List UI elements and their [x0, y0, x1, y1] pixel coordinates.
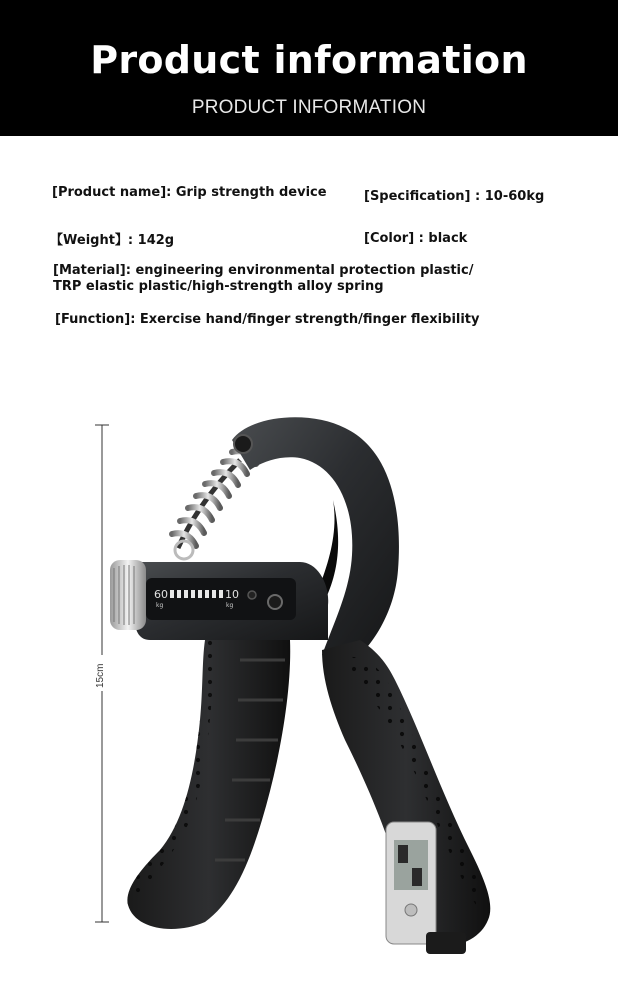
spec-product-name: [Product name]: Grip strength device — [52, 185, 327, 200]
spec-weight: 【Weight】: 142g — [50, 233, 175, 248]
header-banner — [0, 0, 618, 136]
product-image — [0, 390, 618, 1000]
scale-max-label: 60 — [154, 588, 168, 601]
dimension-indicator — [94, 425, 110, 922]
spec-material-line1: [Material]: engineering environmental protection plastic/ — [53, 263, 474, 278]
spec-material-line2: TRP elastic plastic/high-strength alloy spring — [53, 279, 384, 294]
page-subtitle: PRODUCT INFORMATION — [191, 97, 427, 118]
scale-unit-right: kg — [226, 602, 234, 609]
adjustment-knob — [110, 560, 146, 630]
spec-function: [Function]: Exercise hand/finger strength/finger flexibility — [55, 312, 480, 327]
pivot-screw — [268, 595, 282, 609]
scale-min-label: 10 — [225, 588, 239, 601]
page-title: Product information — [90, 38, 528, 82]
scale-unit-left: kg — [156, 602, 164, 609]
spring-icon — [172, 451, 256, 559]
spec-specification: [Specification] : 10-60kg — [364, 189, 545, 204]
dimension-label: 15cm — [95, 663, 106, 688]
spec-color: [Color] : black — [364, 231, 468, 246]
